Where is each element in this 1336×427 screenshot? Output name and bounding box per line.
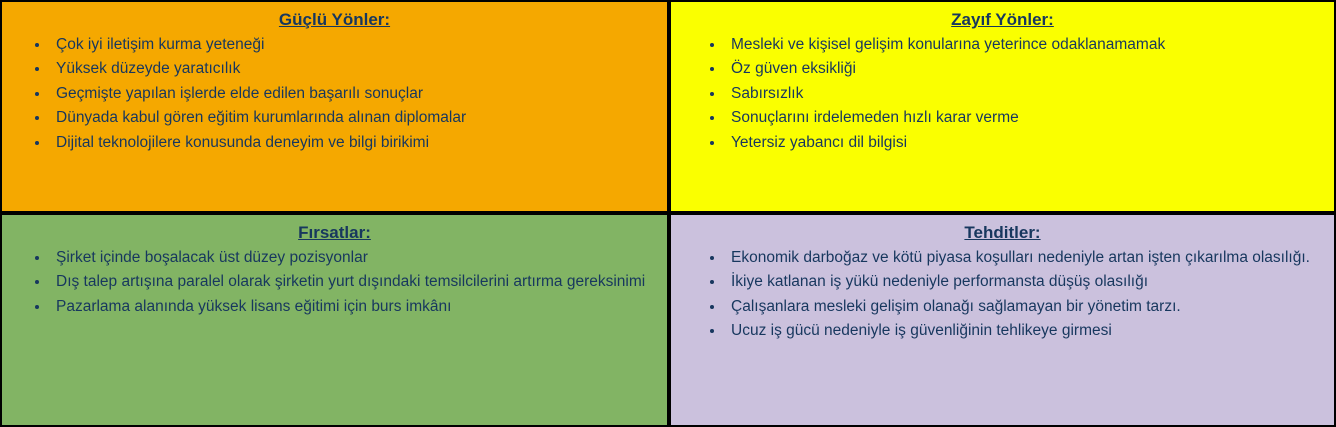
list-item: • Dünyada kabul gören eğitim kurumlarında alınan diplomalar — [50, 107, 657, 130]
strengths-title: Güçlü Yönler: — [278, 10, 391, 29]
list-item: • Ekonomik darboğaz ve kötü piyasa koşulları nedeniyle artan işten çıkarılma olasılığı. — [725, 247, 1324, 270]
list-item: • Geçmişte yapılan işlerde elde edilen başarılı sonuçlar — [50, 83, 657, 106]
threats-list — [681, 247, 1324, 344]
weaknesses-list — [681, 34, 1324, 155]
swot-quadrant-opportunities — [0, 213, 669, 427]
list-item: • Şirket içinde boşalacak üst düzey pozisyonlar — [50, 247, 657, 270]
list-item: • Yetersiz yabancı dil bilgisi — [725, 132, 1324, 155]
list-item: • Çok iyi iletişim kurma yeteneği — [50, 34, 657, 57]
opportunities-list — [12, 247, 657, 319]
list-item: • Öz güven eksikliği — [725, 58, 1324, 81]
list-item: • Yüksek düzeyde yaratıcılık — [50, 58, 657, 81]
list-item: • Sabırsızlık — [725, 83, 1324, 106]
list-item: • İkiye katlanan iş yükü nedeniyle performansta düşüş olasılığı — [725, 271, 1324, 294]
threats-title: Tehditler: — [964, 223, 1041, 242]
list-item: • Mesleki ve kişisel gelişim konularına yeterince odaklanamamak — [725, 34, 1324, 57]
swot-quadrant-strengths — [0, 0, 669, 213]
list-item: • Çalışanlara mesleki gelişim olanağı sağlamayan bir yönetim tarzı. — [725, 296, 1324, 319]
list-item: • Sonuçlarını irdelemeden hızlı karar verme — [725, 107, 1324, 130]
list-item: • Dijital teknolojilere konusunda deneyim ve bilgi birikimi — [50, 132, 657, 155]
swot-quadrant-threats — [669, 213, 1336, 427]
strengths-list — [12, 34, 657, 155]
weaknesses-title: Zayıf Yönler: — [951, 10, 1054, 29]
list-item: • Ucuz iş gücü nedeniyle iş güvenliğinin tehlikeye girmesi — [725, 320, 1324, 343]
swot-quadrant-weaknesses — [669, 0, 1336, 213]
opportunities-title: Fırsatlar: — [298, 223, 371, 242]
list-item: • Dış talep artışına paralel olarak şirketin yurt dışındaki temsilcilerini artırma gereksinimi — [50, 271, 657, 294]
list-item: • Pazarlama alanında yüksek lisans eğitimi için burs imkânı — [50, 296, 657, 319]
